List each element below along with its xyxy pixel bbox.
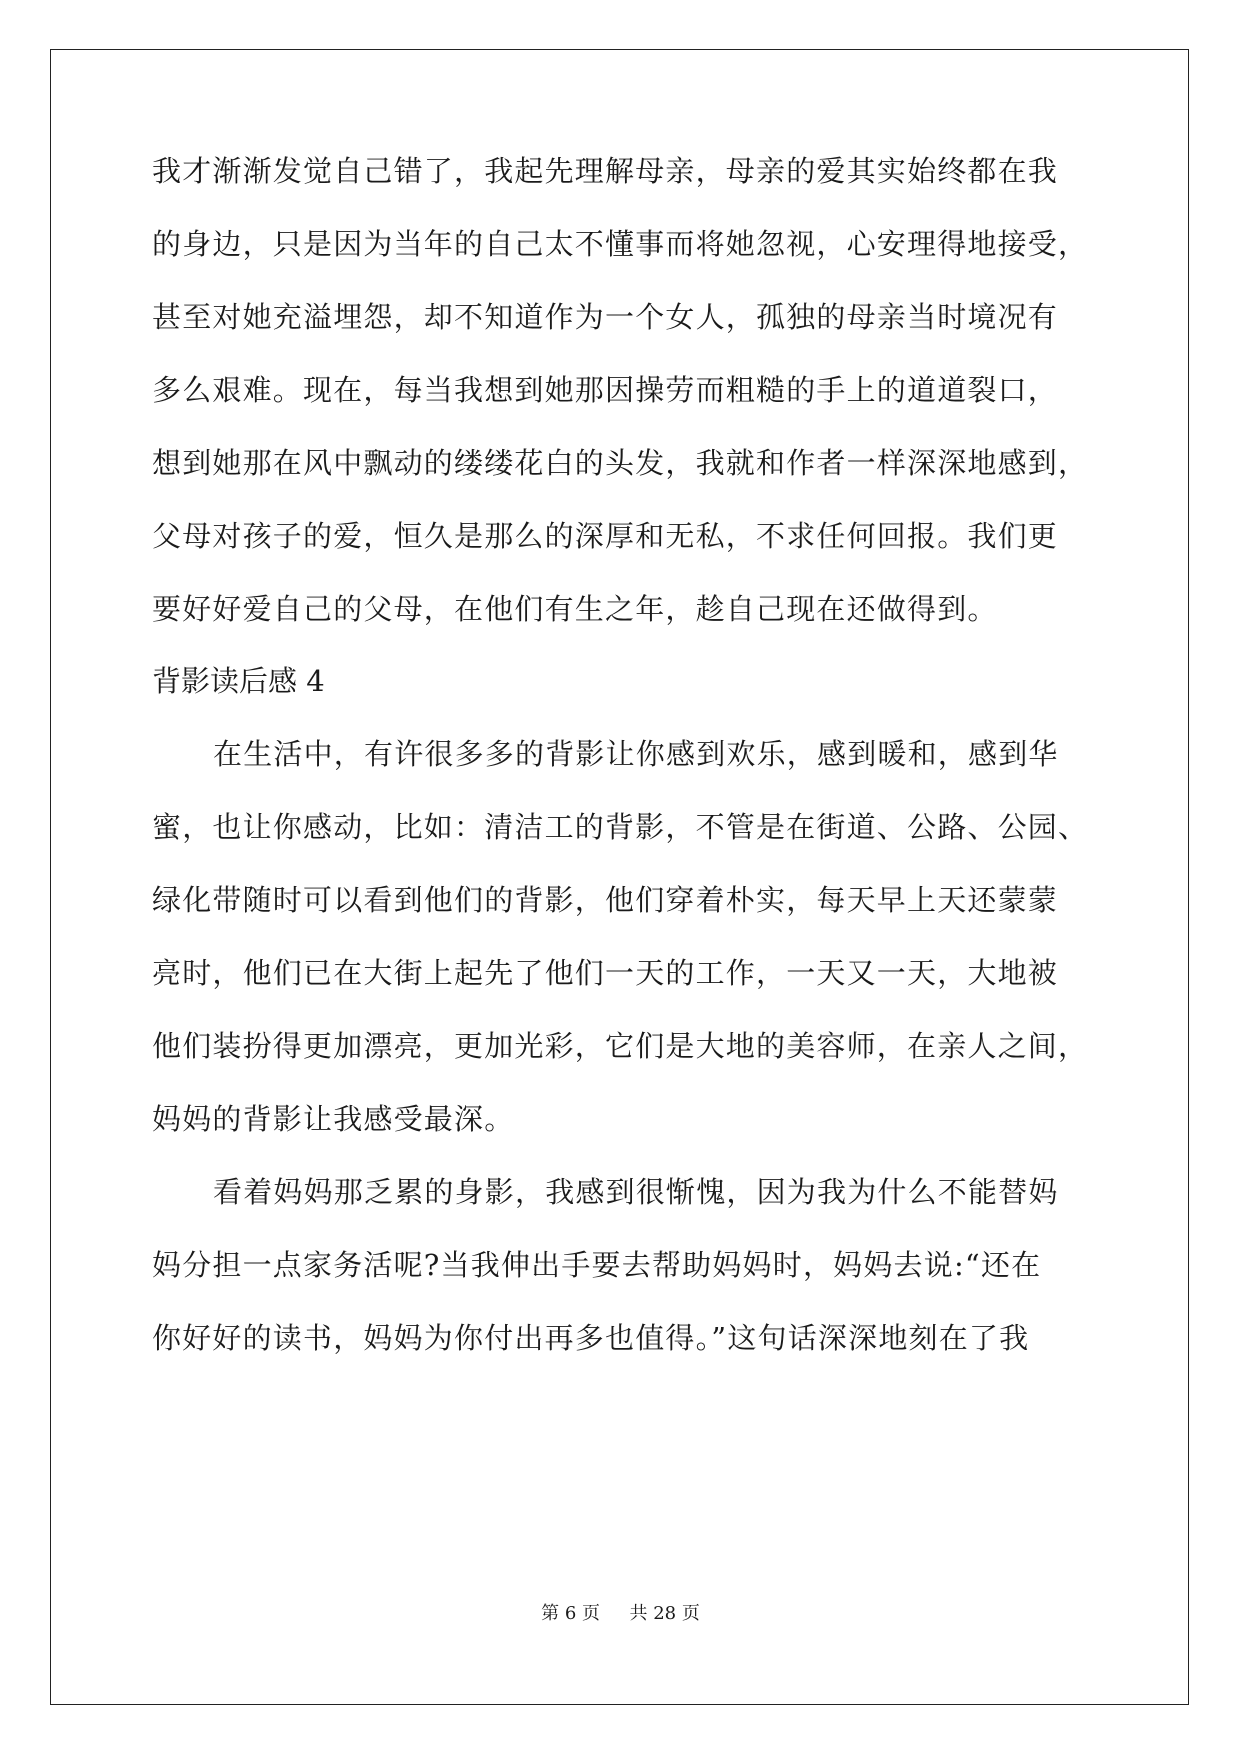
page-total: 共 28 页 [629, 1603, 700, 1624]
page-border [50, 49, 1189, 1705]
paragraph-1-line-7: 要好好爱自己的父母，在他们有生之年，趁自己现在还做得到。 [152, 592, 998, 626]
section-heading: 背影读后感 4 [152, 664, 325, 698]
paragraph-1-line-5: 想到她那在风中飘动的缕缕花白的头发，我就和作者一样深深地感到， [152, 446, 1089, 480]
paragraph-2-line-5: 他们装扮得更加漂亮，更加光彩，它们是大地的美容师，在亲人之间， [152, 1029, 1089, 1063]
paragraph-1-line-6: 父母对孩子的爱，恒久是那么的深厚和无私，不求任何回报。我们更 [152, 519, 1059, 553]
paragraph-1-line-2: 的身边，只是因为当年的自己太不懂事而将她忽视，心安理得地接受， [152, 227, 1089, 261]
paragraph-2-line-6: 妈妈的背影让我感受最深。 [152, 1102, 515, 1136]
page-footer [0, 1605, 1241, 1623]
paragraph-2-line-2: 蜜，也让你感动，比如：清洁工的背影，不管是在街道、公路、公园、 [152, 810, 1089, 844]
paragraph-2-line-4: 亮时，他们已在大街上起先了他们一天的工作，一天又一天，大地被 [152, 956, 1059, 990]
paragraph-2-line-3: 绿化带随时可以看到他们的背影，他们穿着朴实，每天早上天还蒙蒙 [152, 883, 1059, 917]
page-number: 第 6 页 [541, 1603, 601, 1624]
paragraph-2-line-1: 在生活中，有许很多多的背影让你感到欢乐，感到暖和，感到华 [213, 737, 1059, 771]
paragraph-3-line-2: 妈分担一点家务活呢?当我伸出手要去帮助妈妈时，妈妈去说:“还在 [152, 1248, 1042, 1282]
paragraph-1-line-1: 我才渐渐发觉自己错了，我起先理解母亲，母亲的爱其实始终都在我 [152, 154, 1059, 188]
paragraph-3-line-3: 你好好的读书，妈妈为你付出再多也值得。”这句话深深地刻在了我 [152, 1321, 1030, 1355]
paragraph-1-line-3: 甚至对她充溢埋怨，却不知道作为一个女人，孤独的母亲当时境况有 [152, 300, 1059, 334]
paragraph-1-line-4: 多么艰难。现在，每当我想到她那因操劳而粗糙的手上的道道裂口， [152, 373, 1059, 407]
paragraph-3-line-1: 看着妈妈那乏累的身影，我感到很惭愧，因为我为什么不能替妈 [213, 1175, 1059, 1209]
